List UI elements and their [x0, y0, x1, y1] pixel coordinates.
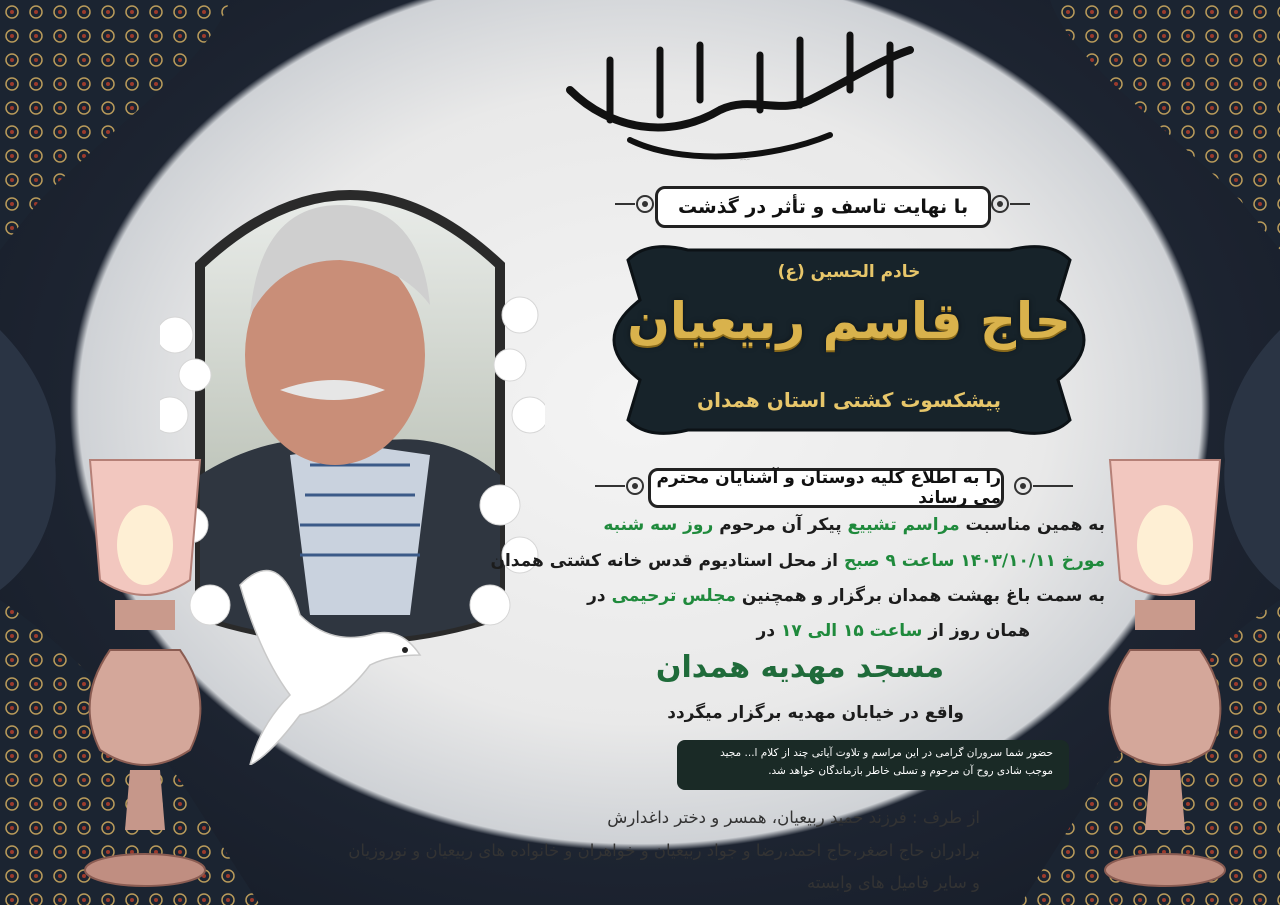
candle-lamp-right [1090, 450, 1240, 890]
location-line: واقع در خیابان مهدیه برگزار میگردد [667, 703, 964, 723]
candle-lamp-left [70, 450, 220, 890]
deceased-role: پیشکسوت کشتی استان همدان [697, 388, 1001, 412]
calligraphy-text: انا لله و انا الیه راجعون [740, 160, 750, 161]
body-line-2: مورخ ۱۴۰۳/۱۰/۱۱ ساعت ۹ صبح از محل استادیوم قدس خانه کشتی همدان [490, 551, 1105, 571]
announce-text: را به اطلاع کلیه دوستان و آشنایان محترم می رساند [656, 468, 1001, 508]
subtitle-ornament-right [990, 192, 1030, 216]
subtitle-ornament-left [615, 192, 655, 216]
name-banner-text [588, 240, 1110, 440]
body-line-1: به همین مناسبت مراسم تشییع پیکر آن مرحوم روز سه شنبه [603, 515, 1105, 535]
footer-line-2: برادران حاج اصغر،حاج احمد،رضا و جواد ربیعیان و خواهران و خانواده های ربیعیان و نوروزیان [348, 841, 980, 860]
footer-line-3: و سایر فامیل های وابسته [806, 873, 980, 892]
condolence-note [677, 740, 1069, 790]
subtitle-pill [655, 186, 991, 228]
mosque-name: مسجد مهدیه همدان [655, 650, 945, 685]
deceased-name: حاج قاسم ربیعیان [627, 292, 1071, 350]
note-line-2: موجب شادی روح آن مرحوم و تسلی خاطر بازماندگان خواهد شد. [768, 765, 1053, 777]
announce-ornament-left [595, 474, 645, 498]
note-line-1: حضور شما سروران گرامی در این مراسم و تلاوت آیاتی چند از کلام ا... مجید [720, 747, 1053, 759]
subtitle-text: با نهایت تاسف و تأثر در گذشت [677, 196, 969, 218]
announce-pill [648, 468, 1004, 508]
announce-ornament-right [1003, 474, 1073, 498]
footer-line-1: از طرف : فرزند حمید ربیعیان، همسر و دختر داغدارش [607, 808, 980, 827]
body-line-3: به سمت باغ بهشت همدان برگزار و همچنین مجلس ترحیمی در [587, 586, 1105, 606]
body-line-4: همان روز از ساعت ۱۵ الی ۱۷ در [756, 621, 1030, 641]
calligraphy-title [550, 20, 930, 170]
honorific-title: خادم الحسین (ع) [777, 262, 921, 282]
